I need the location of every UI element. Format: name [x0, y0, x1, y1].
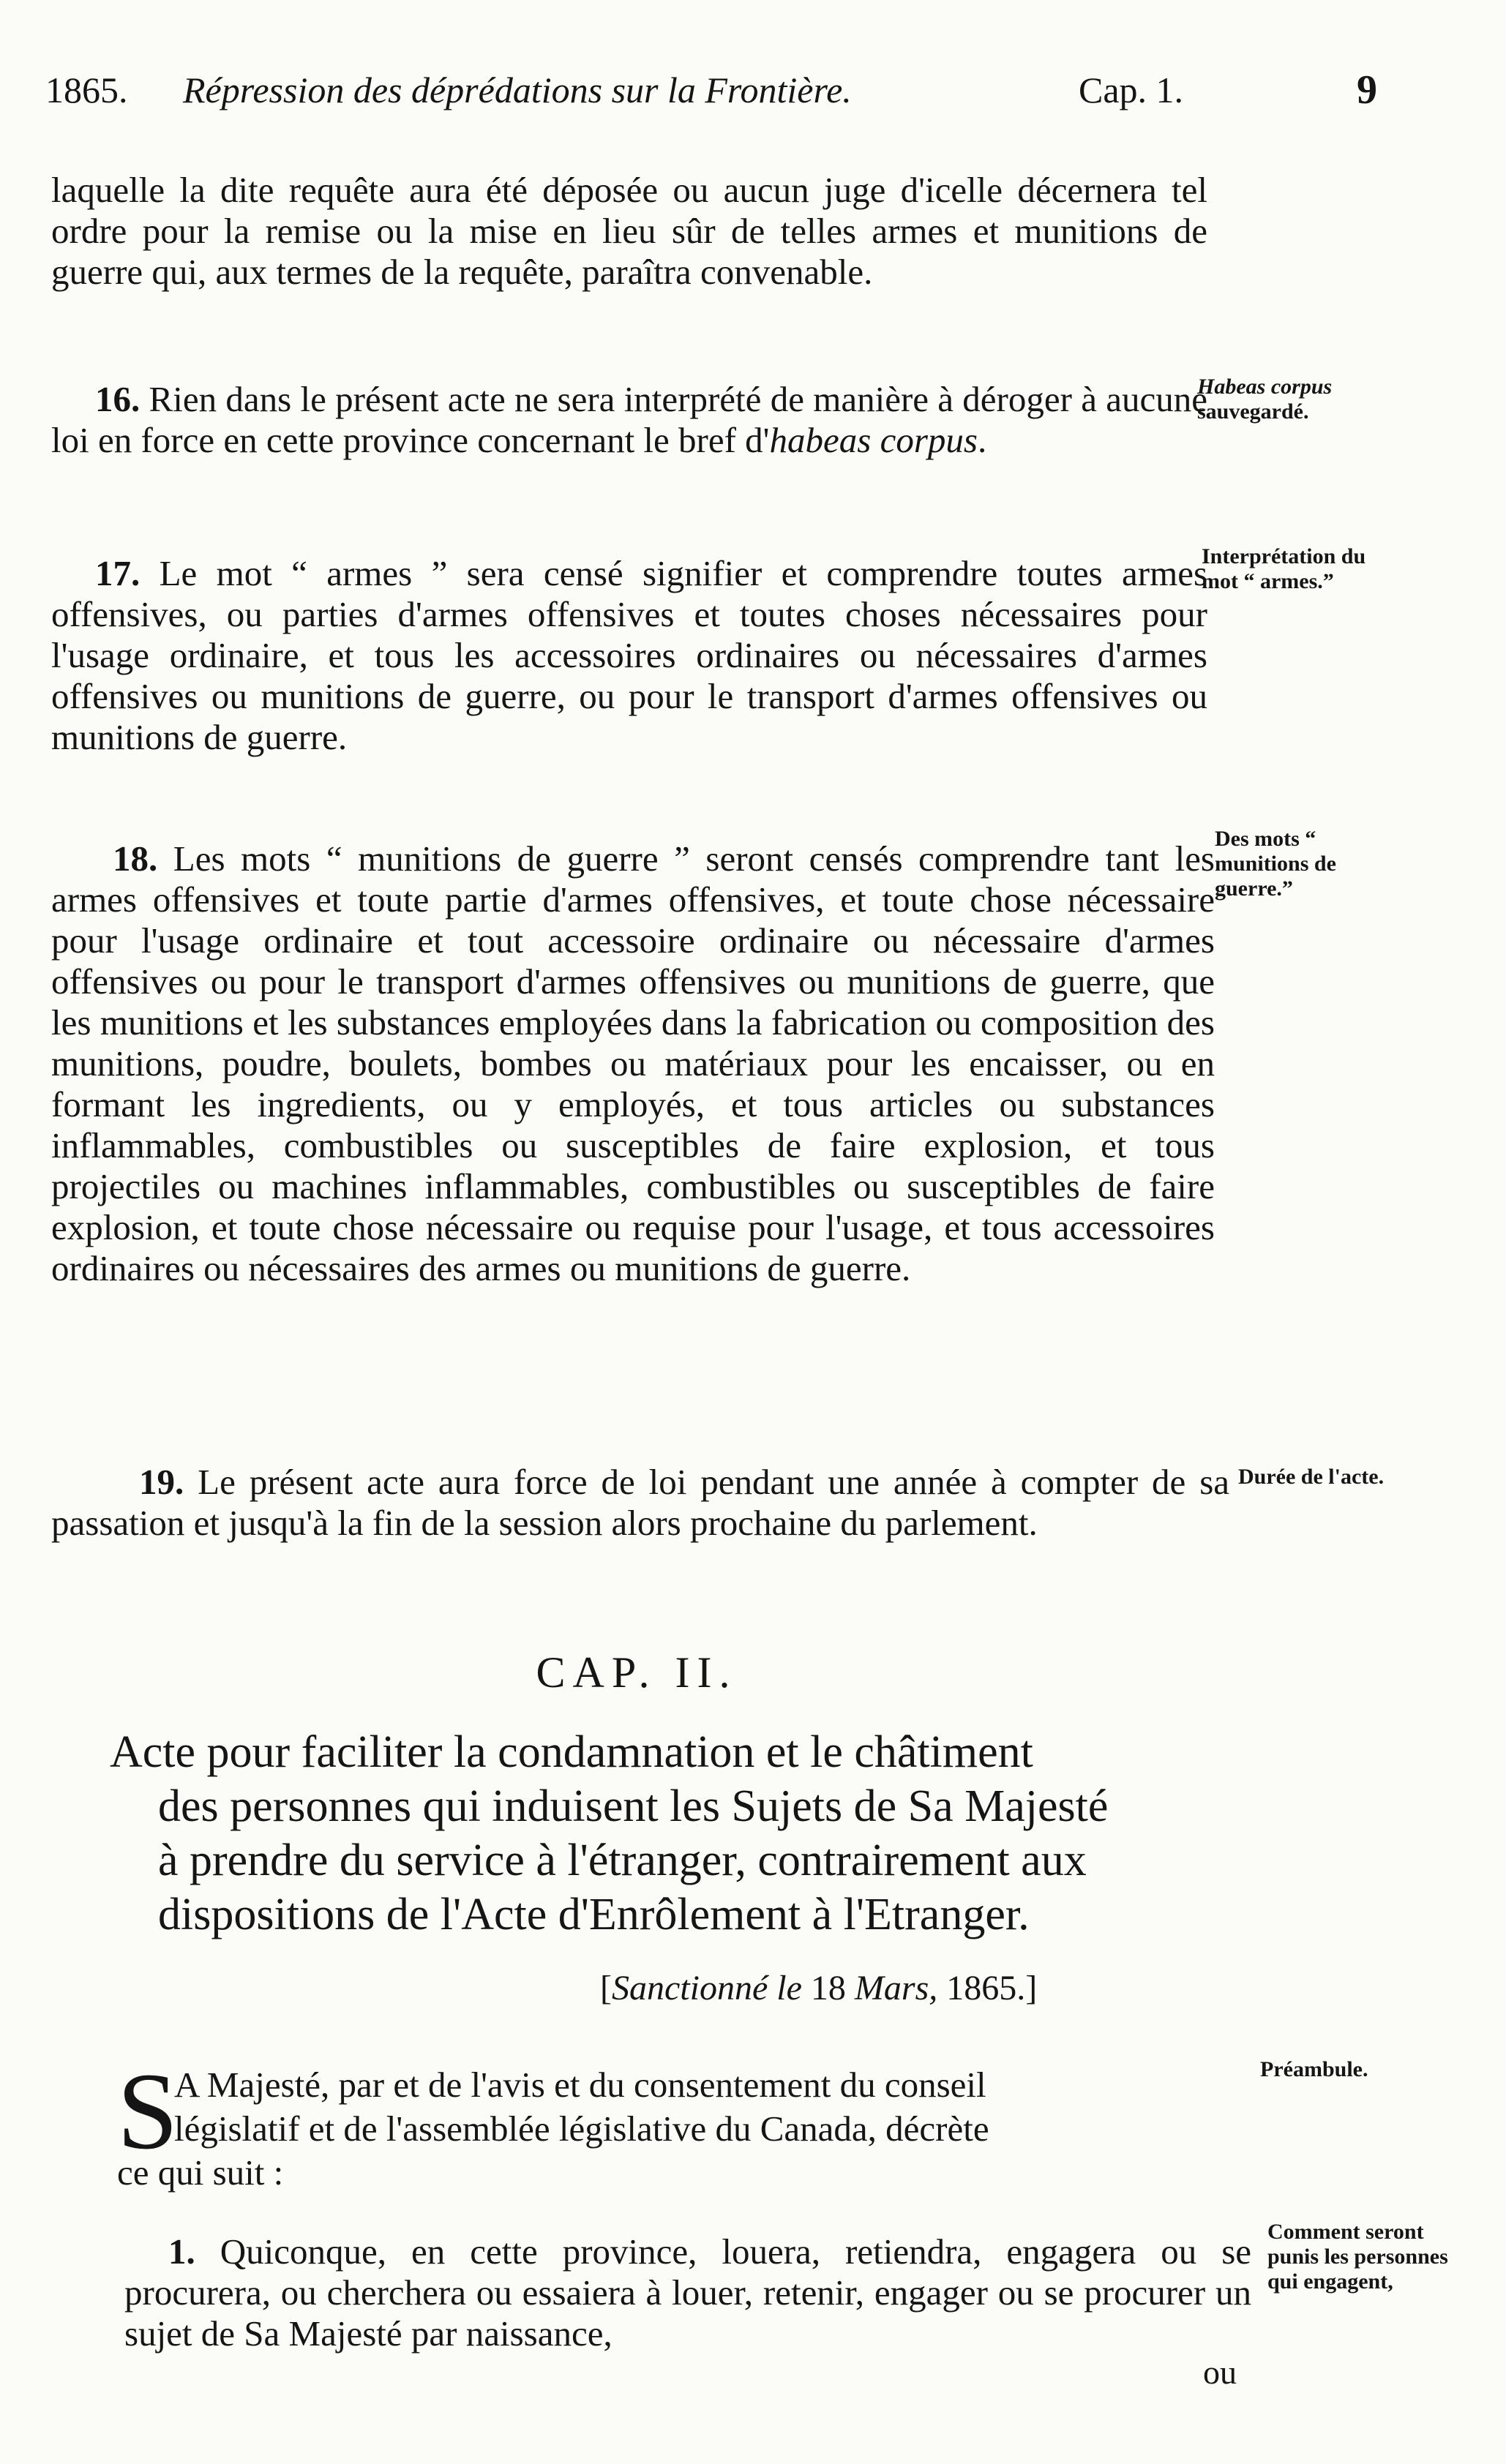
sanction-month: Mars,: [854, 1969, 938, 2007]
act-title-line-4: dispositions de l'Acte d'Enrôlement à l'Etranger.: [158, 1890, 1030, 1939]
marginal-note-duree: Durée de l'acte.: [1238, 1465, 1385, 1489]
sanction-date: [600, 1968, 1037, 2008]
act-title-line-2: des personnes qui induisent les Sujets de Sa Majesté: [158, 1781, 1109, 1831]
marginal-note-habeas: [1197, 375, 1417, 424]
preamble-line-1: A Majesté, par et de l'avis et du consentement du conseil: [174, 2065, 986, 2105]
section-1-number: 1.: [168, 2231, 195, 2272]
section-17: [51, 553, 1207, 758]
section-1: [124, 2231, 1251, 2391]
section-16: [51, 379, 1207, 461]
sanction-bracket: [: [600, 1969, 612, 2007]
continuation-text: laquelle la dite requête aura été déposée ou aucun juge d'icelle décernera tel ordre pour la remise ou la mise en lieu sûr de telles armes et munitions de guerre qui, aux termes de la requête, paraîtra convenable.: [51, 170, 1207, 292]
running-header: [45, 64, 1392, 116]
section-18: [51, 838, 1215, 1289]
preamble-line-3: ce qui suit :: [117, 2152, 284, 2193]
marginal-note-preambule: Préambule.: [1260, 2057, 1368, 2081]
section-17-text: [51, 553, 1207, 758]
section-19-body: Le présent acte aura force de loi pendant une année à compter de sa passation et jusqu'à la fin de la session alors prochaine du parlement.: [51, 1462, 1230, 1543]
section-1-body: Quiconque, en cette province, louera, retiendra, engagera ou se procurera, ou cherchera ou essaiera à louer, retenir, engager ou se procurer un sujet de Sa Majesté par naissance,: [124, 2231, 1252, 2354]
continuation-paragraph: [51, 170, 1207, 293]
marginal-note-comment: Comment seront punis les personnes qui engagent,: [1267, 2220, 1448, 2294]
section-16-text: [51, 379, 1207, 461]
marginal-note-interpretation: Interprétation du mot “ armes.”: [1202, 544, 1366, 593]
section-16-number: 16.: [95, 379, 141, 419]
marginal-note-munitions: Des mots “ munitions de guerre.”: [1215, 827, 1336, 901]
header-year: 1865.: [45, 70, 128, 110]
preamble-text: [117, 2051, 1244, 2195]
sanction-day: 18: [801, 1969, 855, 2007]
section-17-number: 17.: [95, 553, 141, 593]
chapter-heading: CAP. II.: [536, 1648, 738, 1697]
sanction-year: 1865.]: [937, 1969, 1038, 2007]
header-title: Répression des déprédations sur la Frontière.: [183, 70, 852, 110]
section-1-text: [124, 2231, 1251, 2354]
act-title: [110, 1725, 1229, 1942]
marginal-habeas-rest: sauvegardé.: [1197, 399, 1309, 424]
section-18-number: 18.: [113, 838, 158, 879]
section-17-body: Le mot “ armes ” sera censé signifier et comprendre toutes armes offensives, ou parties d'armes offensives et toutes choses nécessaires pour l'usage ordinaire, et tous les accessoires ordinaires ou nécessaires d'armes offensives ou munitions de guerre, ou pour le transport d'armes offensives ou munitions de guerre.: [51, 553, 1208, 757]
act-title-line-3: à prendre du service à l'étranger, contrairement aux: [158, 1836, 1087, 1885]
section-19-text: [51, 1462, 1229, 1544]
page-number: 9: [1357, 67, 1377, 113]
preamble-line-2: législatif et de l'assemblée législative du Canada, décrète: [174, 2108, 989, 2149]
header-chapter: Cap. 1.: [1079, 70, 1184, 110]
section-19: [51, 1462, 1229, 1544]
catchword: ou: [1203, 2354, 1237, 2391]
sanction-label: Sanctionné le: [611, 1969, 802, 2007]
drop-cap: S: [117, 2051, 179, 2172]
section-16-body: Rien dans le présent acte ne sera interprété de manière à déroger à aucune loi en force en cette province concernant le bref d': [51, 379, 1207, 460]
preamble: [117, 2051, 1244, 2195]
act-title-line-1: Acte pour faciliter la condamnation et le châtiment: [110, 1727, 1033, 1777]
section-18-text: [51, 838, 1215, 1289]
section-16-italic: habeas corpus: [769, 420, 978, 460]
section-16-end: .: [977, 420, 987, 460]
section-19-number: 19.: [139, 1462, 184, 1502]
section-18-body: Les mots “ munitions de guerre ” seront censés comprendre tant les armes offensives et toute partie d'armes offensives, et toute chose nécessaire pour l'usage ordinaire et tout accessoire ordinaire ou nécessaire d'armes offensives ou pour le transport d'armes offensives ou munitions de guerre, que les munitions et les substances employées dans la fabrication ou composition des munitions, poudre, boulets, bombes ou matériaux pour les encaisser, ou en formant les ingredients, ou y employés, et tous articles ou substances inflammables, combustibles ou susceptibles de faire explosion, et tous projectiles ou machines inflammables, combustibles ou susceptibles de faire explosion, et toute chose nécessaire ou requise pour l'usage, et tous accessoires ordinaires ou nécessaires des armes ou munitions de guerre.: [51, 838, 1215, 1288]
marginal-habeas-italic: Habeas corpus: [1197, 375, 1333, 399]
